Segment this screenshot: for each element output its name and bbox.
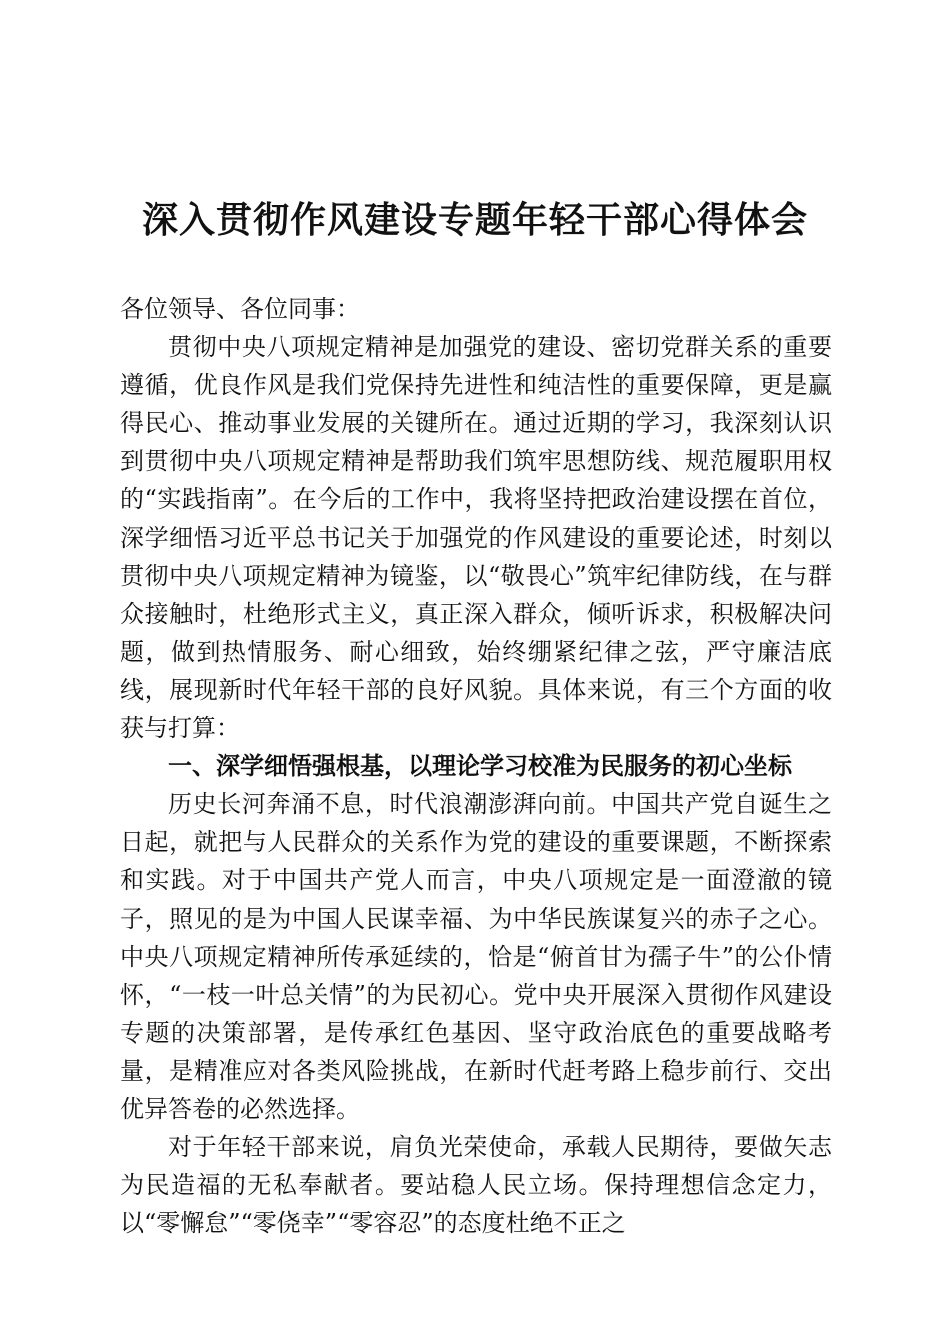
intro-paragraph: 贯彻中央八项规定精神是加强党的建设、密切党群关系的重要遵循，优良作风是我们党保持先进性和纯洁性的重要保障，更是赢得民心、推动事业发展的关键所在。通过近期的学习，我深刻认识到贯彻中央八项规定精神是帮助我们筑牢思想防线、规范履职用权的“实践指南”。在今后的工作中，我将坚持把政治建设摆在首位，深学细悟习近平总书记关于加强党的作风建设的重要论述，时刻以贯彻中央八项规定精神为镜鉴，以“敬畏心”筑牢纪律防线，在与群众接触时，杜绝形式主义，真正深入群众，倾听诉求，积极解决问题，做到热情服务、耐心细致，始终绷紧纪律之弦，严守廉洁底线，展现新时代年轻干部的良好风貌。具体来说，有三个方面的收获与打算： [120,333,832,743]
document-body [120,290,832,1242]
salutation: 各位领导、各位同事： [120,295,360,323]
section-heading-1: 一、深学细悟强根基，以理论学习校准为民服务的初心坐标 [168,752,792,781]
document-title: 深入贯彻作风建设专题年轻干部心得体会 [141,199,808,241]
section1-paragraph: 历史长河奔涌不息，时代浪潮澎湃向前。中国共产党自诞生之日起，就把与人民群众的关系作为党的建设的重要课题，不断探索和实践。对于中国共产党人而言，中央八项规定是一面澄澈的镜子，照见的是为中国人民谋幸福、为中华民族谋复兴的赤子之心。中央八项规定精神所传承延续的，恰是“俯首甘为孺子牛”的公仆情怀，“一枝一叶总关情”的为民初心。党中央开展深入贯彻作风建设专题的决策部署，是传承红色基因、坚守政治底色的重要战略考量，是精准应对各类风险挑战，在新时代赶考路上稳步前行、交出优异答卷的必然选择。 [120,790,832,1123]
section1-paragraph: 对于年轻干部来说，肩负光荣使命，承载人民期待，要做矢志为民造福的无私奉献者。要站稳人民立场。保持理想信念定力，以“零懈怠”“零侥幸”“零容忍”的态度杜绝不正之 [120,1133,832,1238]
